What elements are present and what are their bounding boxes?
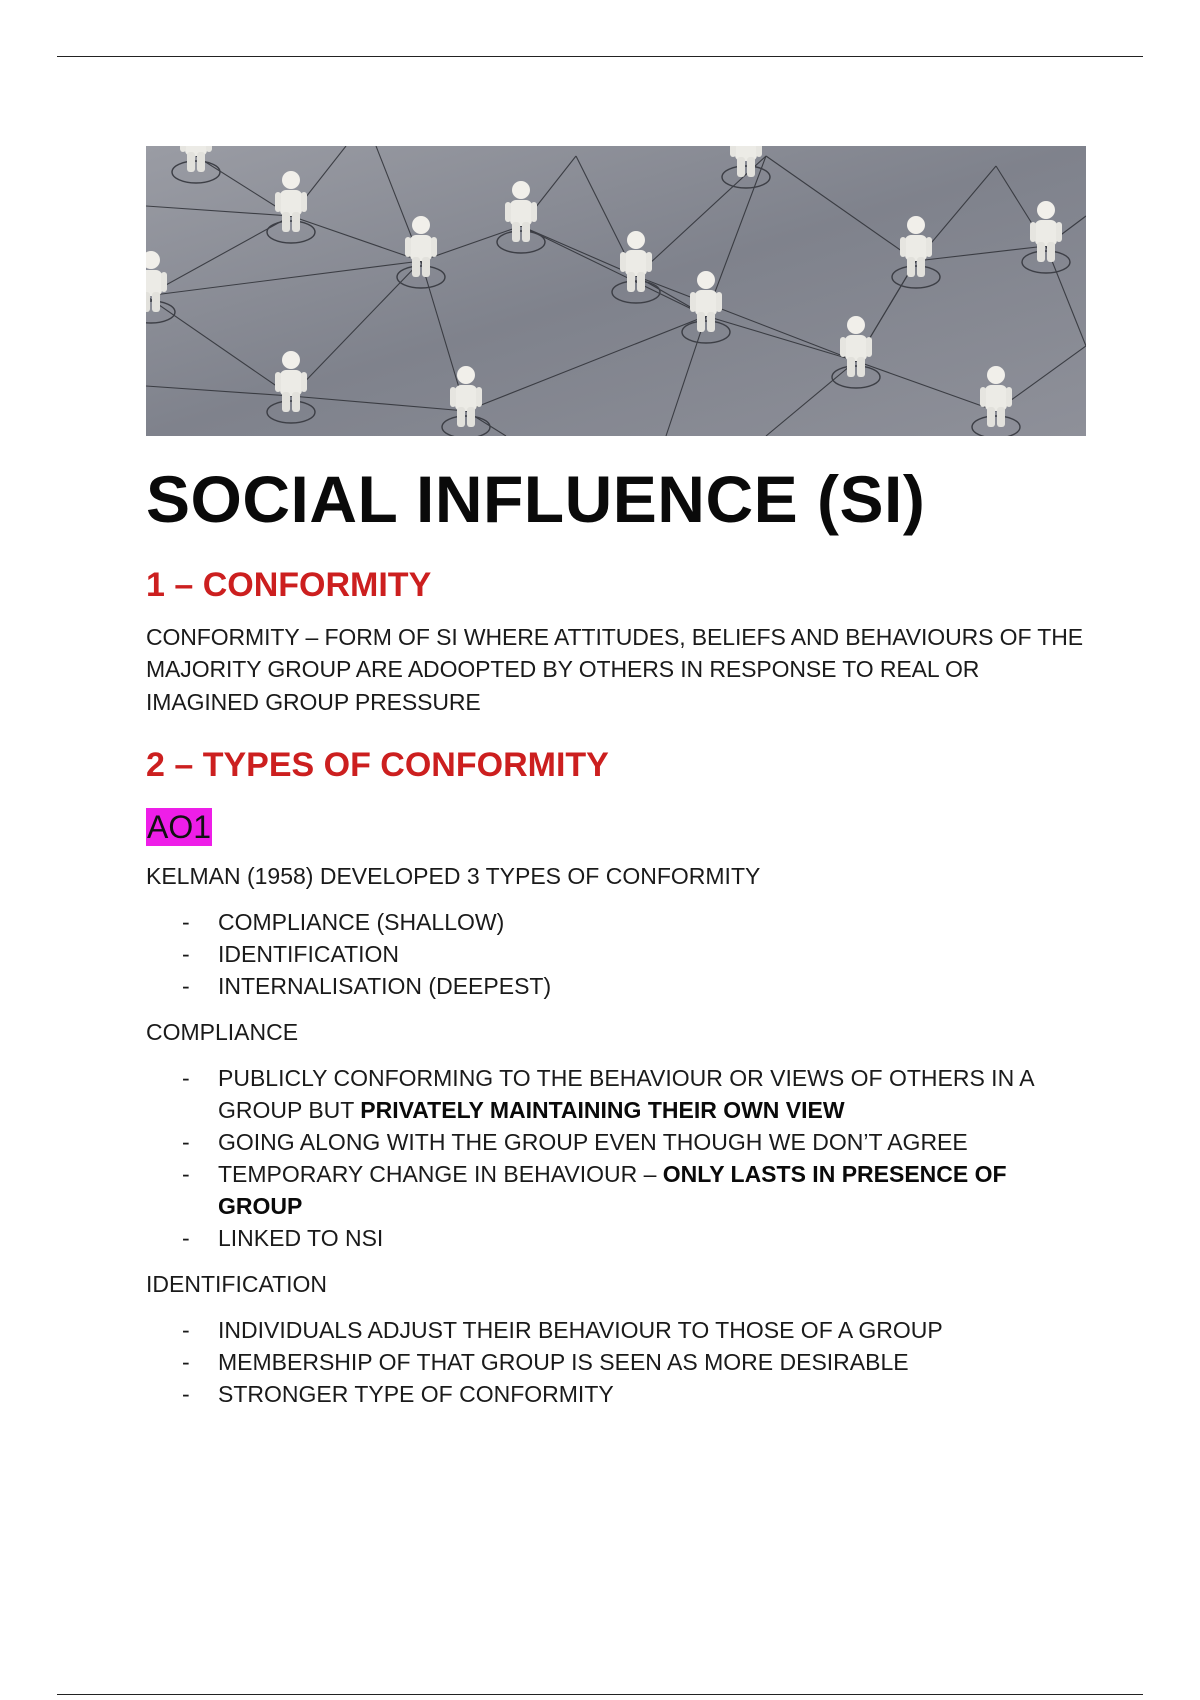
page-title: SOCIAL INFLUENCE (SI)	[146, 462, 926, 536]
section-heading-conformity: 1 – CONFORMITY	[146, 565, 432, 604]
dash-bullet: -	[182, 1348, 190, 1375]
section-heading-types-of-conformity: 2 – TYPES OF CONFORMITY	[146, 746, 609, 785]
kelman-intro: KELMAN (1958) DEVELOPED 3 TYPES OF CONFORMITY	[146, 862, 761, 889]
list-item: - STRONGER TYPE OF CONFORMITY	[146, 1378, 1086, 1410]
dash-bullet: -	[182, 908, 190, 935]
dash-bullet: -	[182, 1128, 190, 1155]
identification-list	[146, 1314, 1086, 1410]
list-item: - GOING ALONG WITH THE GROUP EVEN THOUGH WE DON’T AGREE	[146, 1126, 1086, 1158]
list-item: - INDIVIDUALS ADJUST THEIR BEHAVIOUR TO THOSE OF A GROUP	[146, 1314, 1086, 1346]
types-list	[146, 906, 1086, 1002]
list-item: - TEMPORARY CHANGE IN BEHAVIOUR – ONLY LASTS IN PRESENCE OF GROUP	[146, 1158, 1086, 1222]
dash-bullet: -	[182, 1316, 190, 1343]
list-item: - MEMBERSHIP OF THAT GROUP IS SEEN AS MORE DESIRABLE	[146, 1346, 1086, 1378]
dash-bullet: -	[182, 1380, 190, 1407]
compliance-list	[146, 1062, 1086, 1254]
ao1-highlight-tag: AO1	[147, 808, 212, 845]
header-rule	[57, 56, 1143, 57]
dash-bullet: -	[182, 1160, 190, 1187]
compliance-label: COMPLIANCE	[146, 1018, 299, 1045]
list-item: - COMPLIANCE (SHALLOW)	[146, 906, 1086, 938]
dash-bullet: -	[182, 972, 190, 999]
social-network-people-image	[146, 146, 1086, 436]
page-content	[146, 146, 1086, 1410]
list-item: - PUBLICLY CONFORMING TO THE BEHAVIOUR OR VIEWS OF OTHERS IN A GROUP BUT PRIVATELY MAINTAINING THEIR OWN VIEW	[146, 1062, 1086, 1126]
list-item: - LINKED TO NSI	[146, 1222, 1086, 1254]
dash-bullet: -	[182, 1224, 190, 1251]
dash-bullet: -	[182, 940, 190, 967]
conformity-definition: CONFORMITY – FORM OF SI WHERE ATTITUDES, BELIEFS AND BEHAVIOURS OF THE MAJORITY GROUP ARE ADOOPTED BY OTHERS IN RESPONSE TO REAL OR IMAGINED GROUP PRESSURE	[146, 623, 1083, 715]
dash-bullet: -	[182, 1064, 190, 1091]
list-item: - INTERNALISATION (DEEPEST)	[146, 970, 1086, 1002]
footer-rule	[57, 1694, 1143, 1695]
list-item: - IDENTIFICATION	[146, 938, 1086, 970]
identification-label: IDENTIFICATION	[146, 1270, 328, 1297]
